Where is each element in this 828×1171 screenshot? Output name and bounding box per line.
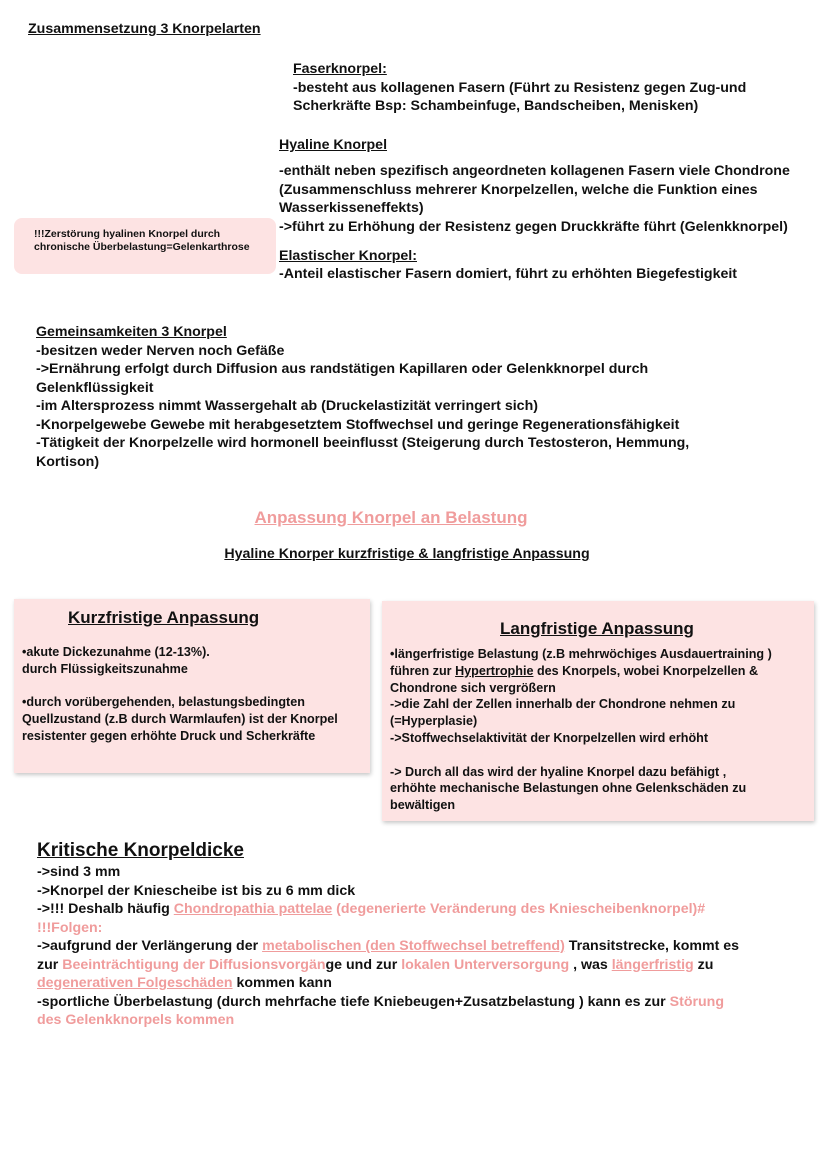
gemeinsamkeiten-line: ->Ernährung erfolgt durch Diffusion aus randstätigen Kapillaren oder Gelenkknorpel durch	[36, 361, 649, 377]
note-line: chronische Überbelastung=Gelenkarthrose	[34, 241, 250, 253]
folgen-label: !!!Folgen:	[37, 919, 103, 936]
kritisch-line	[37, 956, 739, 975]
elastischer-line: -Anteil elastischer Fasern domiert, führt zu erhöhten Biegefestigkeit	[279, 266, 738, 282]
langfristig-line	[390, 663, 772, 680]
hyaline-text	[279, 162, 790, 236]
text-span: (degenerierte Veränderung des Kniescheibenknorpel)#	[332, 901, 706, 917]
kurzfristig-line: resistenter gegen erhöhte Druck und Scherkräfte	[22, 728, 316, 743]
laengerfristig-term: längerfristig	[611, 956, 694, 973]
langfristig-line: ->die Zahl der Zellen innerhalb der Chondrone nehmen zu	[390, 697, 736, 712]
langfristig-text	[390, 646, 772, 814]
langfristig-line: •längerfristige Belastung (z.B mehrwöchiges Ausdauertraining )	[390, 647, 772, 661]
kritisch-line	[37, 937, 739, 956]
langfristig-line	[390, 747, 772, 764]
faserknorpel-line: -besteht aus kollagenen Fasern (Führt zu Resistenz gegen Zug-und	[293, 79, 747, 96]
anpassung-title: Anpassung Knorpel an Belastung	[254, 508, 528, 527]
langfristig-line: erhöhte mechanische Belastungen ohne Gelenkschäden zu	[390, 781, 747, 796]
hyaline-heading: Hyaline Knorpel	[279, 137, 388, 153]
gemeinsamkeiten-line: -im Altersprozess nimmt Wassergehalt ab (Druckelastizität verringert sich)	[36, 398, 538, 414]
faserknorpel-line: Scherkräfte Bsp: Schambeinfuge, Bandscheiben, Menisken)	[293, 98, 699, 114]
gemeinsamkeiten-line: -Knorpelgewebe Gewebe mit herabgesetztem Stoffwechsel und geringe Regenerationsfähigkeit	[36, 416, 680, 433]
langfristig-box	[382, 601, 814, 821]
kurzfristig-heading: Kurzfristige Anpassung	[68, 608, 260, 627]
langfristig-line: -> Durch all das wird der hyaline Knorpel dazu befähigt ,	[390, 764, 727, 779]
text-span: führen zur	[390, 663, 456, 678]
kritisch-line: des Gelenkknorpels kommen	[37, 1012, 235, 1028]
text-span: kommen kann	[232, 975, 332, 991]
text-span: des Knorpels, wobei Knorpelzellen &	[533, 663, 759, 678]
kritisch-line	[37, 993, 739, 1012]
kritisch-line	[37, 900, 739, 919]
kurzfristig-line: •akute Dickezunahme (12-13%).	[22, 645, 210, 659]
gemeinsamkeiten-line: Gelenkflüssigkeit	[36, 379, 154, 396]
unterversorgung-term: lokalen Unterversorgung	[401, 956, 570, 973]
anpassung-subtitle: Hyaline Knorper kurzfristige & langfristige Anpassung	[224, 546, 590, 562]
text-span: zur	[37, 956, 63, 973]
kurzfristig-line	[22, 678, 338, 695]
hyaline-line: (Zusammenschluss mehrerer Knorpelzellen, welche die Funktion eines	[279, 181, 758, 198]
kurzfristig-box	[14, 599, 370, 773]
kritisch-line	[37, 974, 739, 993]
kritisch-text	[37, 863, 739, 1030]
text-span: , was	[569, 956, 612, 973]
text-span: ->!!! Deshalb häufig	[37, 901, 174, 917]
kritisch-heading: Kritische Knorpeldicke	[37, 840, 244, 861]
elastischer-heading: Elastischer Knorpel:	[279, 248, 417, 264]
text-span: ge und zur	[325, 956, 402, 973]
gemeinsamkeiten-section	[36, 323, 689, 471]
langfristig-line: (=Hyperplasie)	[390, 714, 478, 729]
hypertrophie-term: Hypertrophie	[455, 663, 534, 678]
folgeschaeden-term: degenerativen Folgeschäden	[37, 975, 233, 991]
langfristig-line: ->Stoffwechselaktivität der Knorpelzellen wird erhöht	[390, 730, 709, 745]
kritisch-line: ->Knorpel der Kniescheibe ist bis zu 6 mm dick	[37, 882, 356, 899]
metabolisch-term: metabolischen (den Stoffwechsel betreffend)	[262, 938, 565, 954]
arthrose-note	[14, 218, 276, 274]
kurzfristig-line: durch Flüssigkeitszunahme	[22, 661, 188, 676]
kurzfristig-line: •durch vorübergehenden, belastungsbedingten	[22, 695, 305, 710]
diffusion-term: Beeinträchtigung der Diffusionsvorgän	[62, 956, 326, 973]
kritisch-line: ->sind 3 mm	[37, 864, 121, 880]
chondropathia-term: Chondropathia pattelae	[173, 901, 333, 917]
kurzfristig-text	[22, 644, 338, 745]
kurzfristig-line: Quellzustand (z.B durch Warmlaufen) ist der Knorpel	[22, 712, 338, 727]
gemeinsamkeiten-line: -Tätigkeit der Knorpelzelle wird hormonell beeinflusst (Steigerung durch Testosteron, Hemmung,	[36, 435, 690, 451]
hyaline-line: -enthält neben spezifisch angeordneten kollagenen Fasern viele Chondrone	[279, 163, 790, 179]
text-span: ->aufgrund der Verlängerung der	[37, 938, 263, 954]
note-line: !!!Zerstörung hyalinen Knorpel durch	[34, 228, 221, 240]
langfristig-heading: Langfristige Anpassung	[500, 619, 694, 638]
gemeinsamkeiten-line: Kortison)	[36, 453, 100, 470]
hyaline-line: ->führt zu Erhöhung der Resistenz gegen Druckkräfte führt (Gelenkknorpel)	[279, 218, 788, 235]
text-span: -sportliche Überbelastung (durch mehrfache tiefe Kniebeugen+Zusatzbelastung ) kann es zur	[37, 993, 670, 1010]
text-span: Transitstrecke, kommt es	[564, 938, 740, 954]
faserknorpel-section	[293, 60, 746, 116]
langfristig-line: bewältigen	[390, 798, 456, 813]
stoerung-term: Störung	[669, 993, 725, 1010]
page-title: Zusammensetzung 3 Knorpelarten	[28, 21, 261, 37]
hyaline-line: Wasserkisseneffekts)	[279, 200, 424, 216]
text-span: zu	[693, 956, 714, 973]
faserknorpel-heading: Faserknorpel:	[293, 61, 387, 77]
gemeinsamkeiten-line: -besitzen weder Nerven noch Gefäße	[36, 342, 285, 359]
gemeinsamkeiten-heading: Gemeinsamkeiten 3 Knorpel	[36, 324, 227, 340]
langfristig-line: Chondrone sich vergrößern	[390, 680, 556, 695]
